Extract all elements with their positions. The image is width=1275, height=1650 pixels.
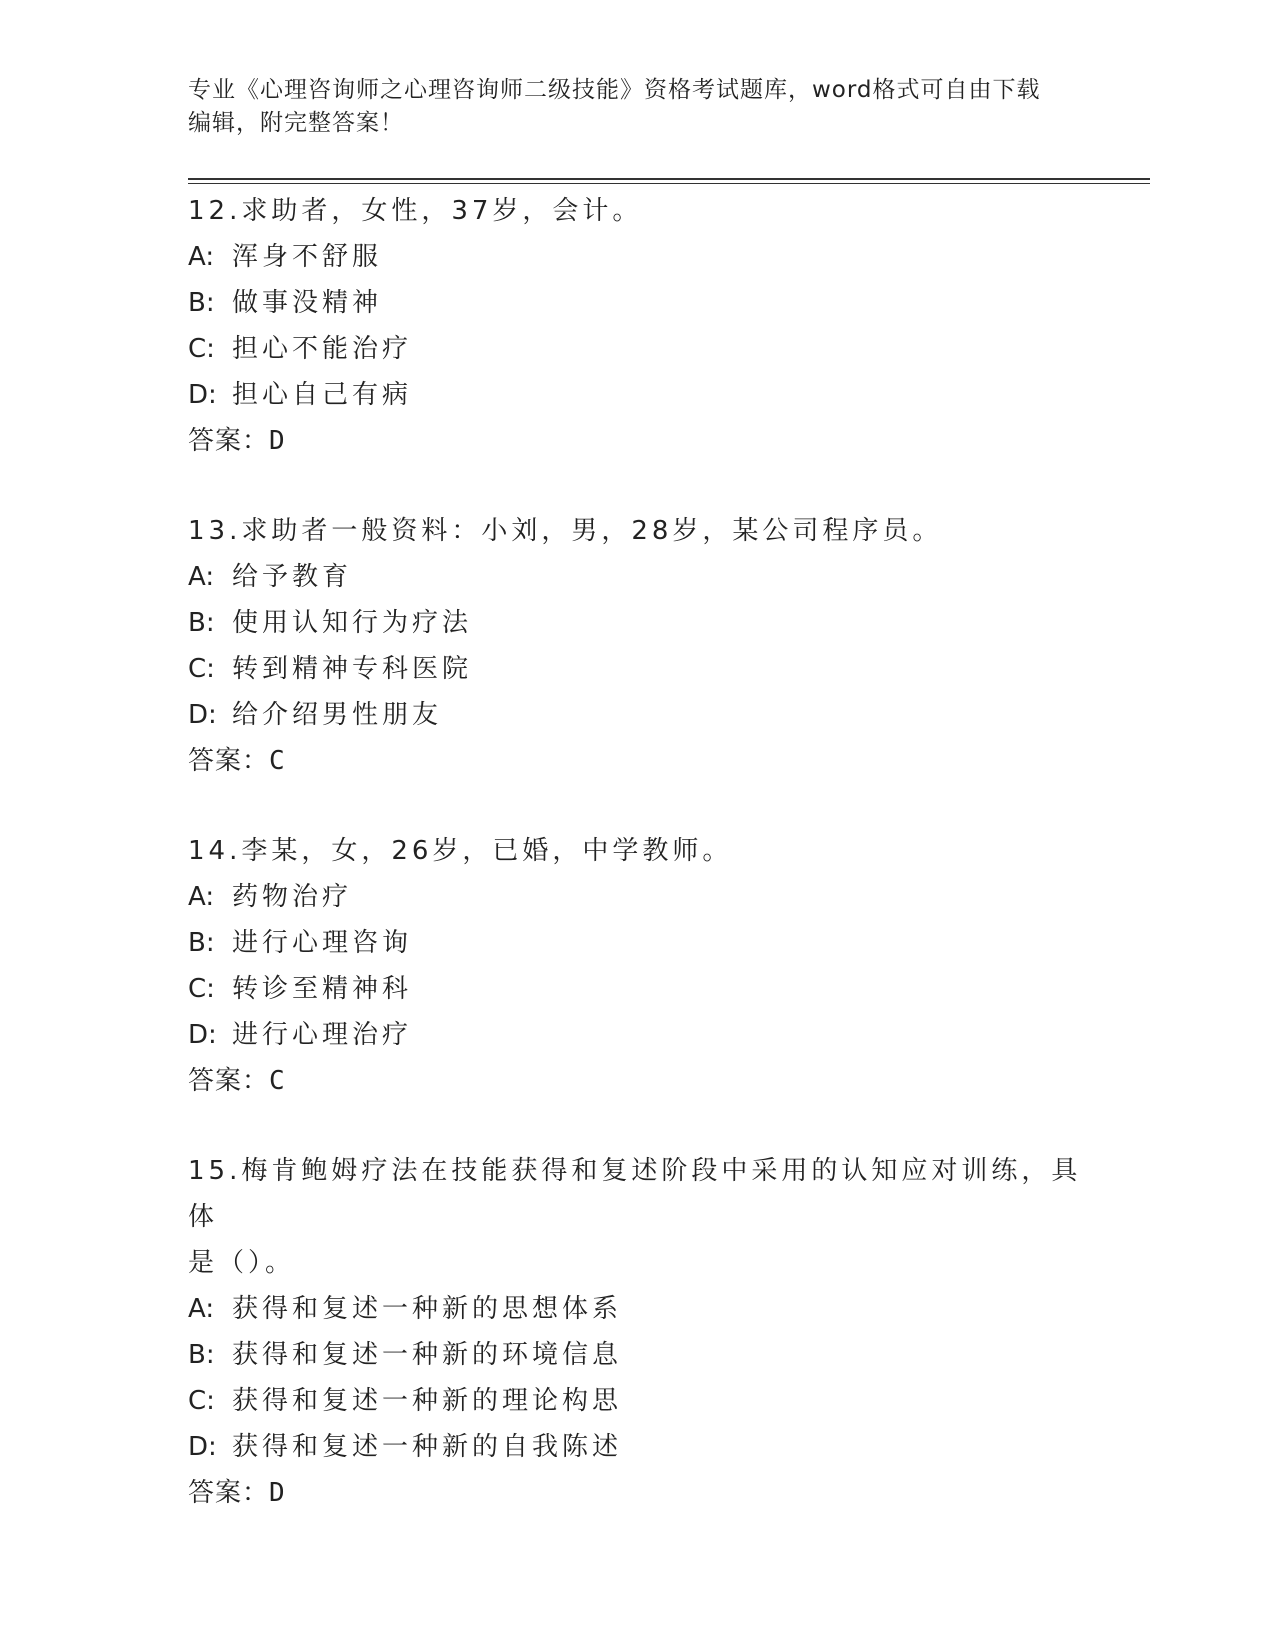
option-text: 使用认知行为疗法	[232, 608, 473, 638]
question-15	[188, 1148, 1088, 1516]
header-divider-thin	[188, 183, 1150, 184]
document-header	[188, 74, 1088, 140]
option-a	[188, 874, 1088, 920]
option-text: 给介绍男性朋友	[232, 700, 443, 730]
option-d	[188, 692, 1088, 738]
option-b	[188, 280, 1088, 326]
option-b	[188, 920, 1088, 966]
option-text: 获得和复述一种新的自我陈述	[232, 1432, 623, 1462]
option-letter: D:	[188, 380, 217, 410]
option-text: 进行心理治疗	[232, 1020, 413, 1050]
option-c	[188, 1378, 1088, 1424]
option-text: 进行心理咨询	[232, 928, 413, 958]
option-d	[188, 1424, 1088, 1470]
question-13	[188, 508, 1088, 784]
option-letter: D:	[188, 1432, 217, 1462]
option-a	[188, 554, 1088, 600]
option-d	[188, 1012, 1088, 1058]
option-letter: B:	[188, 288, 215, 318]
answer-line	[188, 418, 1088, 464]
answer-value: C	[269, 1066, 286, 1096]
option-text: 药物治疗	[232, 882, 353, 912]
option-letter: D:	[188, 1020, 217, 1050]
answer-label: 答案：	[188, 746, 270, 776]
question-stem-line-1: 15.梅肯鲍姆疗法在技能获得和复述阶段中采用的认知应对训练，具体	[188, 1156, 1082, 1232]
answer-label: 答案：	[188, 1478, 270, 1508]
option-text: 担心不能治疗	[232, 334, 413, 364]
option-letter: A:	[188, 562, 215, 592]
option-letter: D:	[188, 700, 217, 730]
option-text: 给予教育	[232, 562, 353, 592]
answer-label: 答案：	[188, 426, 270, 456]
question-stem: 12.求助者，女性，37岁，会计。	[188, 196, 643, 226]
option-text: 做事没精神	[232, 288, 383, 318]
question-14	[188, 828, 1088, 1104]
option-text: 获得和复述一种新的环境信息	[232, 1340, 623, 1370]
option-text: 担心自己有病	[232, 380, 413, 410]
option-letter: B:	[188, 928, 215, 958]
option-b	[188, 1332, 1088, 1378]
option-letter: A:	[188, 882, 215, 912]
answer-label: 答案：	[188, 1066, 270, 1096]
option-a	[188, 1286, 1088, 1332]
header-divider-thick	[188, 178, 1150, 180]
option-text: 转诊至精神科	[232, 974, 413, 1004]
option-letter: B:	[188, 1340, 215, 1370]
question-12	[188, 188, 1088, 464]
option-d	[188, 372, 1088, 418]
answer-line	[188, 738, 1088, 784]
answer-line	[188, 1470, 1088, 1516]
question-stem: 14.李某，女，26岁，已婚，中学教师。	[188, 836, 733, 866]
option-text: 转到精神专科医院	[232, 654, 473, 684]
option-letter: B:	[188, 608, 215, 638]
option-c	[188, 646, 1088, 692]
question-stem-line-2: 是（）。	[188, 1248, 296, 1278]
option-letter: C:	[188, 1386, 215, 1416]
option-a	[188, 234, 1088, 280]
answer-value: C	[269, 746, 286, 776]
option-c	[188, 966, 1088, 1012]
answer-line	[188, 1058, 1088, 1104]
option-letter: C:	[188, 654, 215, 684]
header-line-2: 编辑，附完整答案！	[188, 110, 404, 136]
option-text: 获得和复述一种新的思想体系	[232, 1294, 623, 1324]
option-text: 浑身不舒服	[232, 242, 383, 272]
option-b	[188, 600, 1088, 646]
header-line-1: 专业《心理咨询师之心理咨询师二级技能》资格考试题库，word格式可自由下载	[188, 77, 1041, 103]
option-text: 获得和复述一种新的理论构思	[232, 1386, 623, 1416]
option-c	[188, 326, 1088, 372]
option-letter: A:	[188, 242, 215, 272]
option-letter: C:	[188, 974, 215, 1004]
question-stem: 13.求助者一般资料：小刘，男，28岁，某公司程序员。	[188, 516, 943, 546]
answer-value: D	[269, 1478, 286, 1508]
option-letter: C:	[188, 334, 215, 364]
answer-value: D	[269, 426, 286, 456]
option-letter: A:	[188, 1294, 215, 1324]
